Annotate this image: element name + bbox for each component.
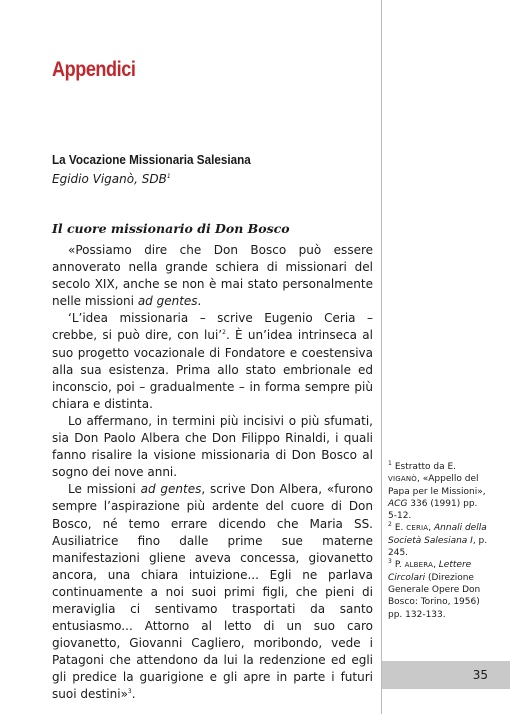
article-author xyxy=(52,172,171,186)
paragraph-4: Le missioni ad gentes, scrive Don Albera, «furono sempre l’aspirazione più ardente del cuore di Don Bosco, né temo errare dicendo che Maria SS. Ausiliatrice fino dalle prime sue materne manifestazioni gliene aveva concessa, giovanetto ancora, una chiara intuizione... Egli ne parlava continuamente a noi suoi primi figli, che pieni di meraviglia ci sentivamo trasportati da santo entusiasmo... Attorno al letto di un suo caro giovanetto, Giovanni Cagliero, moribondo, vede i Patagoni che attendono da lui la redenzione ed egli gli predice la guarigione e gli apre in parte i futuri suoi destini»$^3$. xyxy=(52,482,373,702)
paragraph-3: Lo affermano, in termini più incisivi o più sfumati, sia Don Paolo Albera che Don Filippo Rinaldi, i quali fanno risalire la visione missionaria di Don Bosco al sogno dei nove anni. xyxy=(52,413,373,480)
paragraph-2: ‘L’idea missionaria – scrive Eugenio Ceria – crebbe, si può dire, con lui’$^2$. È un’idea intrinseca al suo progetto vocazionale di Fondatore e coestensiva alla sua esistenza. Prima allo stato embrionale ed inconscio, poi – gradualmente – in forma sempre più chiara e distinta. xyxy=(52,311,373,411)
section-subheading: Il cuore missionario di Don Bosco xyxy=(52,221,290,236)
footnote-3: $^3$ P. ALBERA, Lettere Circolari (Direzione Generale Opere Don Bosco: Torino, 1956) pp. 132-133. xyxy=(388,558,481,620)
footnote-2: $^2$ E. CERIA, Annali della Società Salesiana I, p. 245. xyxy=(388,521,488,559)
footnote-ref-1[interactable]: 1 xyxy=(166,173,171,180)
article-title: La Vocazione Missionaria Salesiana xyxy=(52,152,251,167)
footnote-ref-2[interactable]: 2 xyxy=(222,329,226,337)
footnote-ref-3[interactable]: 3 xyxy=(127,688,132,696)
section-title: Appendici xyxy=(52,58,136,81)
page-number: 35 xyxy=(472,668,488,682)
author-name: Egidio Viganò, SDB xyxy=(52,172,167,186)
margin-rule xyxy=(381,0,382,714)
body-text xyxy=(52,242,373,704)
page-number-box xyxy=(382,661,510,689)
footnote-1: $^1$ Estratto da E. VIGANÒ, «Appello del Papa per le Missioni», ACG 336 (1991) pp. 5-12. xyxy=(388,460,486,522)
footnotes xyxy=(388,461,488,621)
paragraph-1: «Possiamo dire che Don Bosco può essere annoverato nella grande schiera di missionari del secolo XIX, anche se non è mai stato personalmente nelle missioni ad gentes. xyxy=(52,243,373,309)
